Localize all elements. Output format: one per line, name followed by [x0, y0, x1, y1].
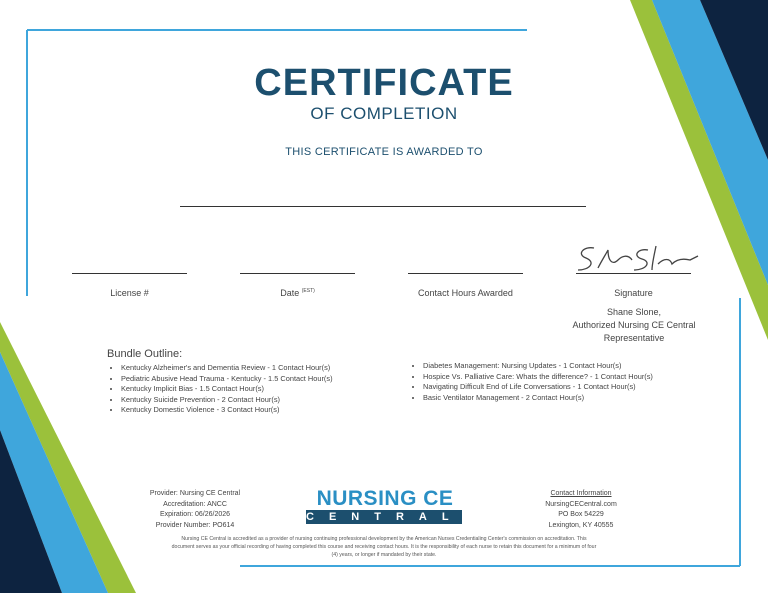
provider-expiration: Expiration: 06/26/2026	[159, 511, 231, 518]
contact-city: Lexington, KY 40555	[548, 521, 614, 529]
list-item: • Pediatric Abusive Head Trauma - Kentucky - 1.5 Contact Hour(s)	[121, 374, 411, 385]
contact-info	[516, 489, 646, 531]
date-label	[240, 288, 355, 298]
contact-hours-label: Contact Hours Awarded	[418, 288, 513, 298]
bundle-list-right	[409, 361, 723, 403]
list-item: • Diabetes Management: Nursing Updates - 1 Contact Hour(s)	[423, 361, 723, 372]
handwritten-signature	[572, 240, 702, 276]
signer-title-line1: Authorized Nursing CE Central	[572, 320, 696, 330]
list-item: • Basic Ventilator Management - 2 Contact Hour(s)	[423, 393, 723, 404]
signer-title-line2: Representative	[603, 333, 665, 343]
list-item: • Hospice Vs. Palliative Care: Whats the difference? - 1 Contact Hour(s)	[423, 372, 723, 383]
provider-number: Provider Number: PO614	[155, 521, 235, 529]
provider-name: Provider: Nursing CE Central	[149, 490, 241, 497]
signature-label: Signature	[614, 288, 653, 298]
bundle-outline-title: Bundle Outline:	[107, 348, 183, 360]
list-item: • Kentucky Domestic Violence - 3 Contact Hour(s)	[121, 405, 411, 416]
list-item: • Kentucky Implicit Bias - 1.5 Contact Hour(s)	[121, 384, 411, 395]
list-item: • Kentucky Suicide Prevention - 2 Contact Hour(s)	[121, 395, 411, 406]
contact-hours-line	[408, 273, 523, 274]
contact-po-box: PO Box 54229	[558, 511, 604, 518]
certificate-subtitle: OF COMPLETION	[310, 104, 458, 123]
awarded-to-label: THIS CERTIFICATE IS AWARDED TO	[285, 146, 483, 158]
contact-website: NursingCECentral.com	[545, 500, 617, 508]
signer-block	[556, 306, 712, 345]
signer-name: Shane Slone,	[606, 307, 662, 317]
provider-accreditation: Accreditation: ANCC	[163, 500, 227, 508]
logo-wordmark-bottom: CENTRAL	[306, 511, 464, 523]
list-item: • Kentucky Alzheimer's and Dementia Review - 1 Contact Hour(s)	[121, 363, 411, 374]
list-item: • Navigating Difficult End of Life Conversations - 1 Contact Hour(s)	[423, 382, 723, 393]
date-label-text: Date	[280, 288, 300, 298]
bundle-list-left	[107, 363, 411, 416]
date-timezone-label: (EST)	[301, 288, 315, 294]
recipient-name-line	[180, 206, 586, 207]
certificate-title: CERTIFICATE	[254, 62, 514, 104]
contact-heading: Contact Information	[550, 490, 612, 497]
logo-wordmark-top: NURSING CE	[316, 487, 454, 510]
accreditation-statement: Nursing CE Central is accredited as a provider of nursing continuing professional development by the American Nurses Credentialing Center's commission on accreditation. This document serves as your official recording of having completed this course and receiving contact hours. It is the responsibility of each nurse to retain this document for a minimum of four (4) years, or longer if mandated by their state.	[171, 536, 597, 558]
date-line	[240, 273, 355, 274]
provider-info	[130, 489, 260, 531]
license-line	[72, 273, 187, 274]
license-label: License #	[110, 288, 149, 298]
